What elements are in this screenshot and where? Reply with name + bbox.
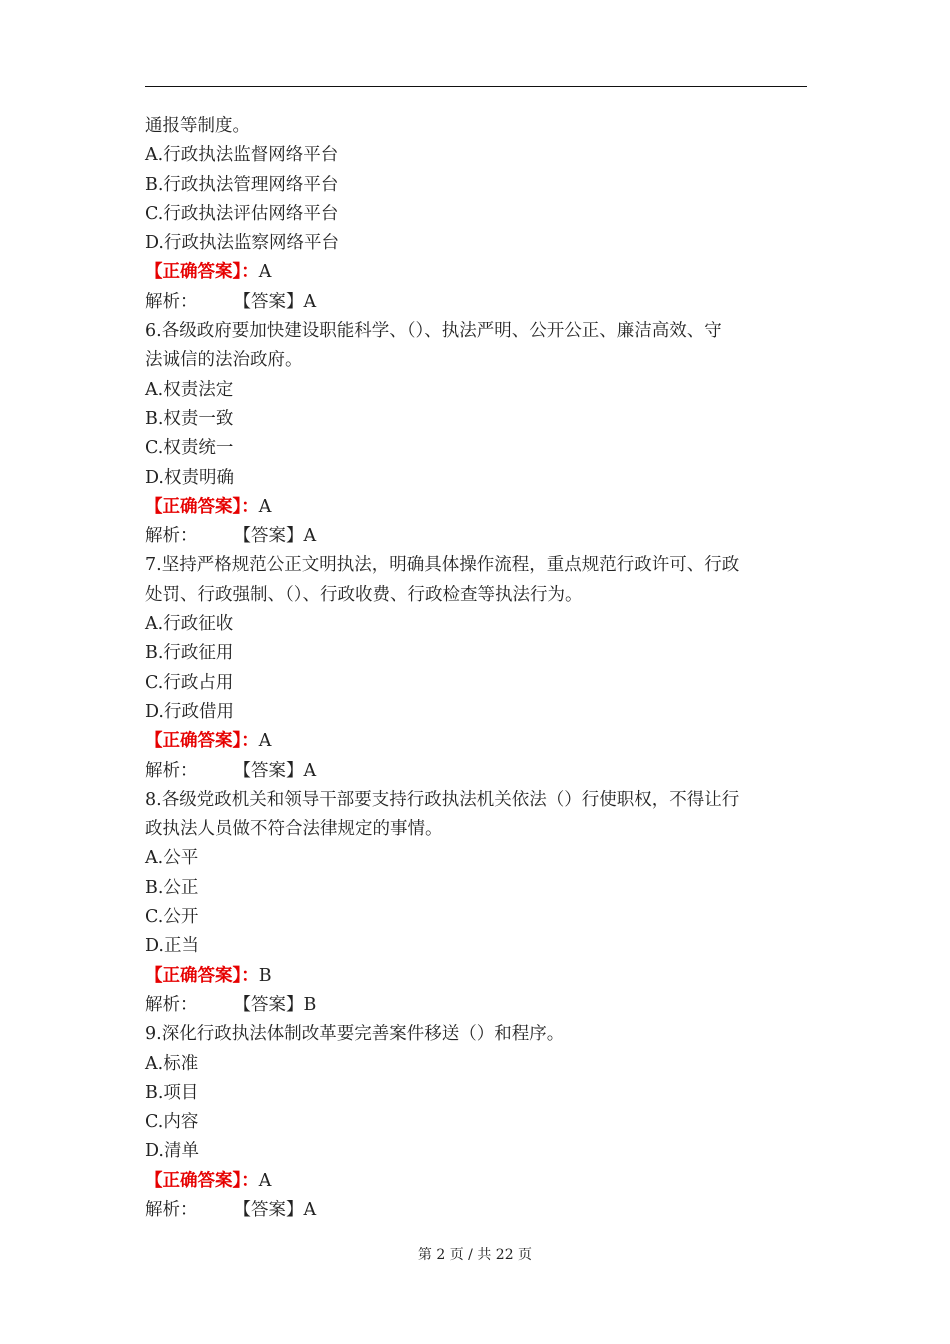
correct-answer-value: A	[258, 731, 272, 752]
analysis-text: 【答案】A	[233, 1199, 317, 1220]
question-stem: 6.各级政府要加快建设职能科学、（）、执法严明、公开公正、廉洁高效、守	[145, 321, 722, 342]
option-c: C.行政执法评估网络平台	[145, 203, 339, 224]
question-8-block	[145, 786, 807, 1020]
analysis-text: 【答案】A	[233, 291, 317, 312]
intro-text: 通报等制度。	[145, 116, 250, 136]
option-c: C.内容	[145, 1112, 199, 1133]
correct-answer-label: 【正确答案】：	[145, 496, 259, 517]
correct-answer-value: A	[258, 496, 272, 517]
correct-answer-value: A	[258, 262, 272, 283]
analysis-row	[145, 991, 807, 1020]
analysis-label: 解析：	[145, 994, 198, 1015]
option-c: C.权责统一	[145, 438, 234, 459]
question-9-block	[145, 1020, 807, 1225]
option-a: A.权责法定	[145, 379, 234, 400]
option-a: A.行政征收	[145, 614, 234, 635]
correct-answer-label: 【正确答案】：	[145, 965, 259, 986]
option-b: B.行政征用	[145, 643, 234, 664]
correct-answer-row	[145, 258, 807, 287]
option-b: B.公正	[145, 877, 199, 898]
header-rule	[145, 86, 807, 87]
question-5-block	[145, 141, 807, 317]
analysis-label: 解析：	[145, 760, 198, 781]
analysis-label: 解析：	[145, 526, 198, 547]
correct-answer-row	[145, 493, 807, 522]
option-d: D.正当	[145, 936, 199, 957]
question-7-block	[145, 551, 807, 785]
question-6-block	[145, 317, 807, 551]
analysis-row	[145, 288, 807, 317]
option-d: D.行政借用	[145, 701, 234, 722]
analysis-row	[145, 522, 807, 551]
option-a: A.标准	[145, 1053, 199, 1074]
correct-answer-label: 【正确答案】：	[145, 262, 259, 283]
correct-answer-value: B	[258, 965, 272, 986]
question-stem: 7.坚持严格规范公正文明执法，明确具体操作流程，重点规范行政许可、行政	[145, 555, 740, 576]
option-b: B.项目	[145, 1082, 199, 1103]
analysis-label: 解析：	[145, 291, 198, 312]
option-d: D.清单	[145, 1141, 199, 1162]
question-stem: 8.各级党政机关和领导干部要支持行政执法机关依法（）行使职权，不得让行	[145, 789, 740, 810]
option-d: D.权责明确	[145, 467, 234, 488]
option-a: A.公平	[145, 848, 199, 869]
option-b: B.权责一致	[145, 408, 234, 429]
correct-answer-label: 【正确答案】：	[145, 1170, 259, 1191]
correct-answer-row	[145, 962, 807, 991]
option-a: A.行政执法监督网络平台	[145, 145, 339, 166]
document-body	[145, 112, 807, 1225]
correct-answer-row	[145, 727, 807, 756]
analysis-row	[145, 757, 807, 786]
question-stem-continued: 法诚信的法治政府。	[145, 350, 303, 371]
analysis-text: 【答案】A	[233, 526, 317, 547]
option-b: B.行政执法管理网络平台	[145, 174, 339, 195]
correct-answer-value: A	[258, 1170, 272, 1191]
option-c: C.公开	[145, 907, 199, 928]
analysis-text: 【答案】B	[233, 994, 317, 1015]
analysis-row	[145, 1196, 807, 1225]
page-footer	[0, 1244, 950, 1264]
analysis-text: 【答案】A	[233, 760, 317, 781]
option-c: C.行政占用	[145, 672, 234, 693]
correct-answer-label: 【正确答案】：	[145, 731, 259, 752]
page-number: 第 2 页 / 共 22 页	[417, 1247, 533, 1263]
question-stem-continued: 政执法人员做不符合法律规定的事情。	[145, 819, 443, 840]
question-stem: 9.深化行政执法体制改革要完善案件移送（）和程序。	[145, 1024, 565, 1045]
correct-answer-row	[145, 1167, 807, 1196]
option-d: D.行政执法监察网络平台	[145, 233, 339, 254]
analysis-label: 解析：	[145, 1199, 198, 1220]
question-stem-continued: 处罚、行政强制、（）、行政收费、行政检查等执法行为。	[145, 584, 583, 605]
